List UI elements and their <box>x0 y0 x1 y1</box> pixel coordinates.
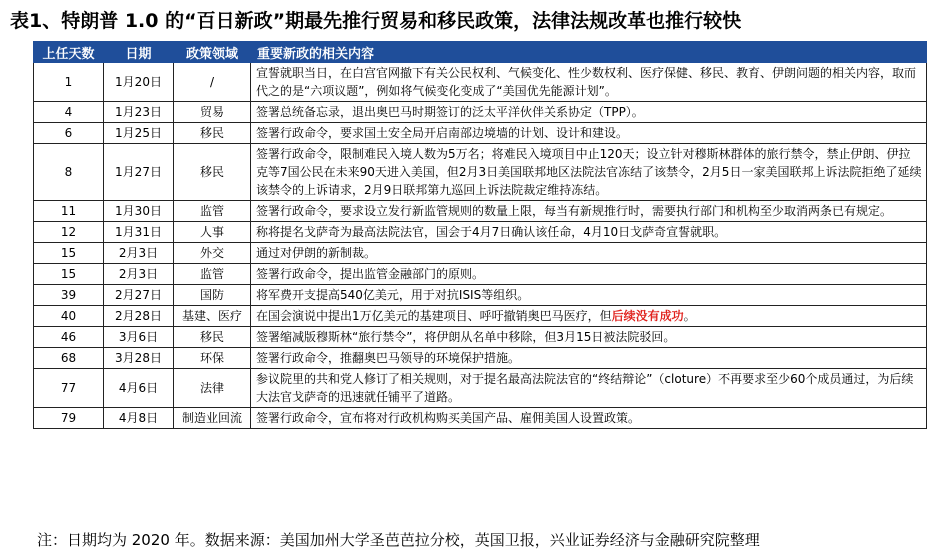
table-row <box>34 369 927 408</box>
header-field: 政策领域 <box>174 42 251 63</box>
header-days: 上任天数 <box>34 42 104 63</box>
table-row <box>34 327 927 348</box>
content-text: 宣誓就职当日，在白宫官网撤下有关公民权利、气候变化、性少数权利、医疗保健、移民、教育、伊朗问题的相关内容，取而代之的是“六项议题”，例如将气候变化变成了“美国优先能源计划”。 <box>256 66 917 98</box>
cell-content <box>251 144 927 201</box>
cell-days: 11 <box>34 201 104 222</box>
cell-date: 2月3日 <box>104 243 174 264</box>
cell-date: 2月3日 <box>104 264 174 285</box>
content-text: 通过对伊朗的新制裁。 <box>256 246 377 260</box>
cell-field: 移民 <box>174 327 251 348</box>
cell-field: 贸易 <box>174 102 251 123</box>
cell-date: 2月27日 <box>104 285 174 306</box>
cell-days: 79 <box>34 408 104 429</box>
cell-field: 移民 <box>174 144 251 201</box>
cell-content <box>251 264 927 285</box>
cell-date: 1月31日 <box>104 222 174 243</box>
content-text: 签署行政命令，限制难民入境人数为5万名；将难民入境项目中止120天；设立针对穆斯林群体的旅行禁令，禁止伊朗、伊拉克等7国公民在未来90天进入美国，但2月3日美国联邦地区法院法官冻结了该禁令，2月5日一家美国联邦上诉法院拒绝了延续该禁令的上诉请求，2月9日联邦第九巡回上诉法院裁定维持冻结。 <box>256 147 922 197</box>
cell-content <box>251 123 927 144</box>
cell-days: 6 <box>34 123 104 144</box>
table-row <box>34 201 927 222</box>
cell-days: 15 <box>34 264 104 285</box>
cell-days: 1 <box>34 63 104 102</box>
cell-field: / <box>174 63 251 102</box>
cell-date: 1月30日 <box>104 201 174 222</box>
table-row <box>34 285 927 306</box>
content-text: 签署行政命令，推翻奥巴马领导的环境保护措施。 <box>256 351 521 365</box>
table-row <box>34 144 927 201</box>
cell-content <box>251 408 927 429</box>
cell-content <box>251 327 927 348</box>
cell-days: 77 <box>34 369 104 408</box>
table-row <box>34 348 927 369</box>
cell-field: 基建、医疗 <box>174 306 251 327</box>
cell-content <box>251 222 927 243</box>
cell-content <box>251 369 927 408</box>
cell-content <box>251 63 927 102</box>
cell-date: 1月20日 <box>104 63 174 102</box>
cell-date: 3月6日 <box>104 327 174 348</box>
cell-field: 外交 <box>174 243 251 264</box>
content-highlight: 后续没有成功 <box>611 309 684 323</box>
cell-date: 3月28日 <box>104 348 174 369</box>
cell-content <box>251 243 927 264</box>
cell-date: 1月23日 <box>104 102 174 123</box>
cell-days: 8 <box>34 144 104 201</box>
cell-content <box>251 348 927 369</box>
cell-content <box>251 201 927 222</box>
cell-field: 监管 <box>174 264 251 285</box>
cell-days: 12 <box>34 222 104 243</box>
policy-table <box>33 41 927 429</box>
header-date: 日期 <box>104 42 174 63</box>
cell-field: 人事 <box>174 222 251 243</box>
header-content: 重要新政的相关内容 <box>251 42 927 63</box>
cell-field: 监管 <box>174 201 251 222</box>
table-body <box>34 63 927 429</box>
cell-field: 法律 <box>174 369 251 408</box>
cell-content <box>251 306 927 327</box>
cell-date: 4月6日 <box>104 369 174 408</box>
table-row <box>34 123 927 144</box>
cell-field: 制造业回流 <box>174 408 251 429</box>
header-row <box>34 42 927 63</box>
cell-days: 39 <box>34 285 104 306</box>
table-row <box>34 264 927 285</box>
cell-date: 1月25日 <box>104 123 174 144</box>
table-row <box>34 102 927 123</box>
cell-field: 国防 <box>174 285 251 306</box>
content-text: 参议院里的共和党人修订了相关规则，对于提名最高法院法官的“终结辩论”（cloture）不再要求至少60个成员通过，为后续大法官戈萨奇的迅速就任铺平了道路。 <box>256 372 914 404</box>
table-row <box>34 408 927 429</box>
cell-field: 环保 <box>174 348 251 369</box>
cell-date: 2月28日 <box>104 306 174 327</box>
cell-date: 4月8日 <box>104 408 174 429</box>
content-text-end: 。 <box>683 309 696 323</box>
table-row <box>34 222 927 243</box>
table-row <box>34 306 927 327</box>
content-text: 称将提名戈萨奇为最高法院法官，国会于4月7日确认该任命，4月10日戈萨奇宣誓就职。 <box>256 225 727 239</box>
table-row <box>34 243 927 264</box>
cell-field: 移民 <box>174 123 251 144</box>
content-text: 签署行政命令，要求国土安全局开启南部边境墙的计划、设计和建设。 <box>256 126 629 140</box>
cell-content <box>251 102 927 123</box>
cell-days: 4 <box>34 102 104 123</box>
cell-content <box>251 285 927 306</box>
table-row <box>34 63 927 102</box>
source-note: 注：日期均为 2020 年。数据来源：美国加州大学圣芭芭拉分校，英国卫报，兴业证券经济与金融研究院整理 <box>37 531 760 549</box>
content-text: 签署行政命令，宣布将对行政机构购买美国产品、雇佣美国人设置政策。 <box>256 411 641 425</box>
cell-days: 68 <box>34 348 104 369</box>
content-text: 签署缩减版穆斯林“旅行禁令”，将伊朗从名单中移除，但3月15日被法院驳回。 <box>256 330 676 344</box>
content-text: 将军费开支提高540亿美元，用于对抗ISIS等组织。 <box>256 288 530 302</box>
cell-days: 40 <box>34 306 104 327</box>
cell-days: 46 <box>34 327 104 348</box>
content-text: 签署行政命令，提出监管金融部门的原则。 <box>256 267 485 281</box>
table-title: 表1、特朗普 1.0 的“百日新政”期最先推行贸易和移民政策，法律法规改革也推行较快 <box>10 10 742 32</box>
content-text: 签署总统备忘录，退出奥巴马时期签订的泛太平洋伙伴关系协定（TPP）。 <box>256 105 644 119</box>
cell-date: 1月27日 <box>104 144 174 201</box>
cell-days: 15 <box>34 243 104 264</box>
content-text: 签署行政命令，要求设立发行新监管规则的数量上限，每当有新规推行时，需要执行部门和机构至少取消两条已有规定。 <box>256 204 893 218</box>
content-text: 在国会演说中提出1万亿美元的基建项目、呼吁撤销奥巴马医疗，但 <box>256 309 612 323</box>
